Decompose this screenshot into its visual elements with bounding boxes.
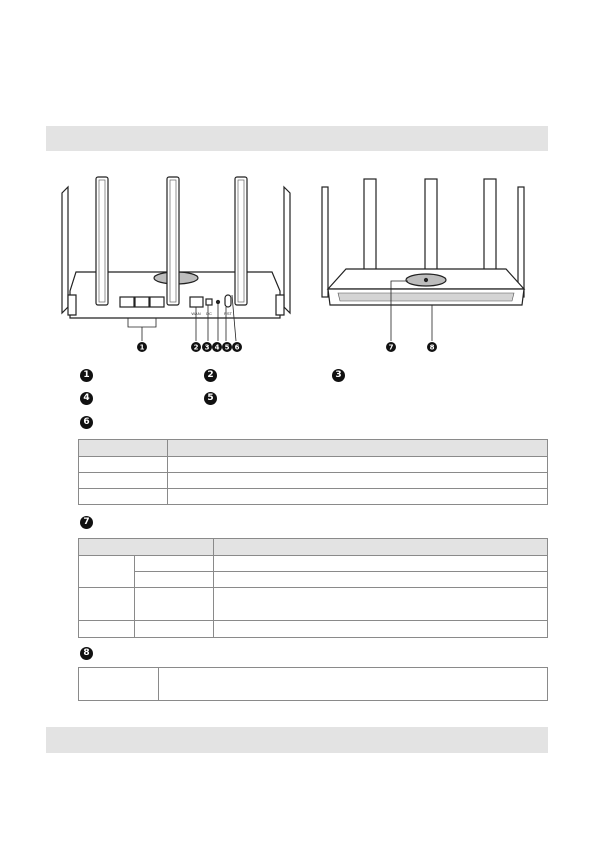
table-cell [168, 473, 548, 489]
callout-number: 4 [80, 392, 93, 405]
table-row [79, 588, 548, 621]
svg-text:2: 2 [193, 343, 199, 352]
svg-text:3: 3 [204, 343, 210, 352]
table-item-6 [78, 439, 548, 505]
callout-number: 2 [204, 369, 217, 382]
table-cell [135, 621, 214, 638]
table-cell [214, 621, 548, 638]
table-cell [168, 457, 548, 473]
table-header-row [79, 440, 548, 457]
callout-number: 7 [80, 516, 93, 529]
table-cell [79, 588, 135, 621]
figure-callout-6 [232, 342, 242, 352]
callout-number: 8 [80, 647, 93, 660]
table-item-8 [78, 667, 548, 701]
table-row [79, 572, 548, 588]
table-row [79, 457, 548, 473]
port-label-reset: RST [224, 311, 232, 316]
table-cell [214, 588, 548, 621]
table-cell [79, 556, 135, 588]
table-row [79, 668, 548, 701]
port-label-wan: WAN [191, 311, 201, 316]
table-header-cell [79, 440, 168, 457]
legend-item-6 [80, 416, 97, 429]
table-item-7 [78, 538, 548, 638]
table-row [79, 473, 548, 489]
legend-item-2 [204, 369, 221, 382]
svg-text:1: 1 [139, 343, 145, 352]
figure-callout-8 [427, 342, 437, 352]
table-row [79, 621, 548, 638]
figure-callout-4 [212, 342, 222, 352]
table-cell [168, 489, 548, 505]
table-row [79, 489, 548, 505]
svg-text:5: 5 [224, 343, 230, 352]
table-cell [214, 556, 548, 572]
table-cell [79, 489, 168, 505]
section-header-band-top [46, 126, 548, 151]
table-cell [135, 556, 214, 572]
figure-callout-5 [222, 342, 232, 352]
table-cell [79, 473, 168, 489]
svg-text:6: 6 [234, 343, 240, 352]
router-figure [46, 165, 548, 365]
legend-item-5 [204, 392, 221, 405]
figure-callout-3 [202, 342, 212, 352]
legend-item-7 [80, 516, 97, 529]
table-row [79, 556, 548, 572]
section-header-band-bottom [46, 727, 548, 753]
table-cell [79, 457, 168, 473]
port-label-dc: DC [206, 311, 212, 316]
table-cell [214, 572, 548, 588]
figure-callout-1 [137, 342, 147, 352]
legend-item-1 [80, 369, 97, 382]
legend-item-4 [80, 392, 97, 405]
callout-number: 3 [332, 369, 345, 382]
callout-number: 6 [80, 416, 93, 429]
table-cell [159, 668, 548, 701]
svg-text:4: 4 [214, 343, 220, 352]
table-cell [79, 621, 135, 638]
figure-callout-7 [386, 342, 396, 352]
figure-callout-2 [191, 342, 201, 352]
router-rear-view [62, 177, 290, 318]
svg-text:7: 7 [388, 343, 394, 352]
callout-number: 5 [204, 392, 217, 405]
table-header-cell [214, 539, 548, 556]
legend-item-8 [80, 647, 97, 660]
table-header-cell [168, 440, 548, 457]
table-cell [79, 668, 159, 701]
table-cell [135, 572, 214, 588]
svg-text:8: 8 [429, 343, 435, 352]
legend-item-3 [332, 369, 349, 382]
table-header-cell [79, 539, 214, 556]
table-header-row [79, 539, 548, 556]
callout-number: 1 [80, 369, 93, 382]
router-front-view [322, 179, 524, 305]
table-cell [135, 588, 214, 621]
